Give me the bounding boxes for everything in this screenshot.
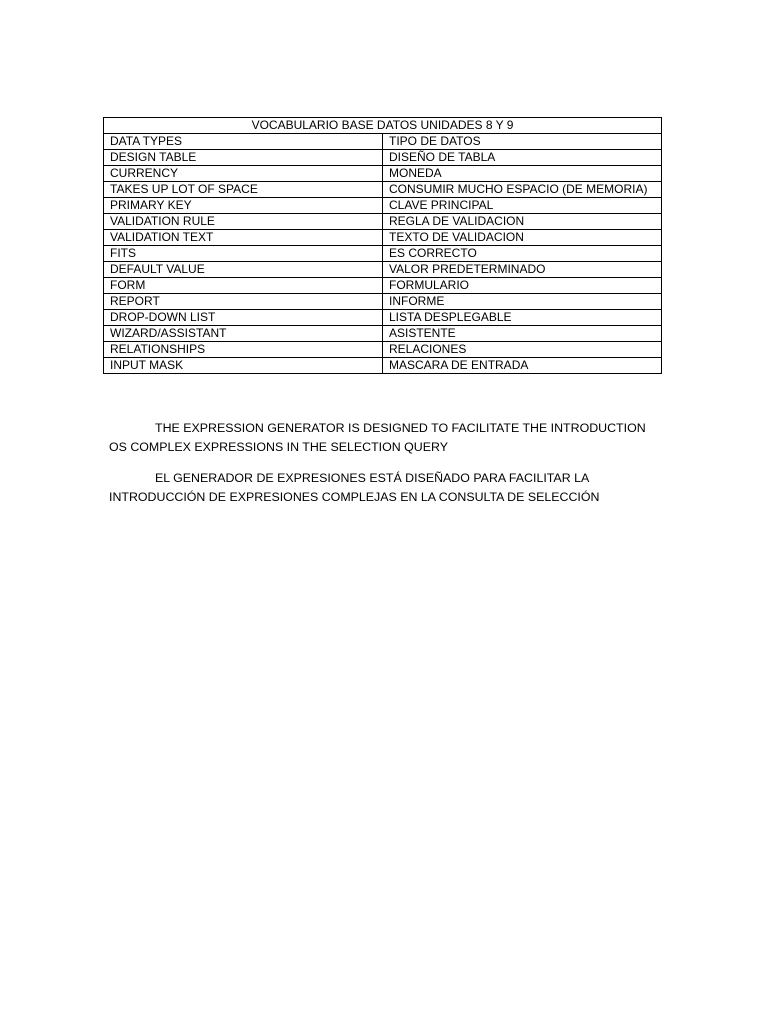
spanish-term: VALOR PREDETERMINADO	[383, 262, 662, 278]
table-title-row	[104, 118, 662, 134]
spanish-term: LISTA DESPLEGABLE	[383, 310, 662, 326]
spanish-term: TIPO DE DATOS	[383, 134, 662, 150]
english-term: TAKES UP LOT OF SPACE	[104, 182, 383, 198]
english-term: CURRENCY	[104, 166, 383, 182]
english-term: DEFAULT VALUE	[104, 262, 383, 278]
table-row	[104, 342, 662, 358]
english-term: DATA TYPES	[104, 134, 383, 150]
spanish-term: ASISTENTE	[383, 326, 662, 342]
table-row	[104, 214, 662, 230]
english-term: PRIMARY KEY	[104, 198, 383, 214]
spanish-term: MONEDA	[383, 166, 662, 182]
english-term: VALIDATION RULE	[104, 214, 383, 230]
english-paragraph: THE EXPRESSION GENERATOR IS DESIGNED TO FACILITATE THE INTRODUCTION OS COMPLEX EXPRESSIONS IN THE SELECTION QUERY	[109, 421, 646, 454]
table-row	[104, 246, 662, 262]
english-term: RELATIONSHIPS	[104, 342, 383, 358]
english-term: VALIDATION TEXT	[104, 230, 383, 246]
spanish-term: CONSUMIR MUCHO ESPACIO (DE MEMORIA)	[383, 182, 662, 198]
spanish-term: ES CORRECTO	[383, 246, 662, 262]
table-row	[104, 310, 662, 326]
english-term: REPORT	[104, 294, 383, 310]
english-term: DESIGN TABLE	[104, 150, 383, 166]
table-row	[104, 358, 662, 374]
table-row	[104, 198, 662, 214]
spanish-term: FORMULARIO	[383, 278, 662, 294]
english-term: WIZARD/ASSISTANT	[104, 326, 383, 342]
spanish-term: RELACIONES	[383, 342, 662, 358]
spanish-term: DISEÑO DE TABLA	[383, 150, 662, 166]
english-term: DROP-DOWN LIST	[104, 310, 383, 326]
spanish-paragraph: EL GENERADOR DE EXPRESIONES ESTÁ DISEÑADO PARA FACILITAR LA INTRODUCCIÓN DE EXPRESIONES COMPLEJAS EN LA CONSULTA DE SELECCIÓN	[109, 471, 600, 504]
spanish-term: TEXTO DE VALIDACION	[383, 230, 662, 246]
table-title: VOCABULARIO BASE DATOS UNIDADES 8 Y 9	[104, 118, 662, 134]
english-term: FORM	[104, 278, 383, 294]
english-term: INPUT MASK	[104, 358, 383, 374]
vocabulary-table-body	[104, 118, 662, 374]
vocabulary-table	[103, 117, 662, 374]
spanish-term: MASCARA DE ENTRADA	[383, 358, 662, 374]
spanish-term: REGLA DE VALIDACION	[383, 214, 662, 230]
table-row	[104, 230, 662, 246]
table-row	[104, 326, 662, 342]
english-term: FITS	[104, 246, 383, 262]
table-row	[104, 150, 662, 166]
table-row	[104, 294, 662, 310]
table-row	[104, 182, 662, 198]
table-row	[104, 262, 662, 278]
table-row	[104, 278, 662, 294]
spanish-term: CLAVE PRINCIPAL	[383, 198, 662, 214]
spanish-term: INFORME	[383, 294, 662, 310]
table-row	[104, 134, 662, 150]
table-row	[104, 166, 662, 182]
